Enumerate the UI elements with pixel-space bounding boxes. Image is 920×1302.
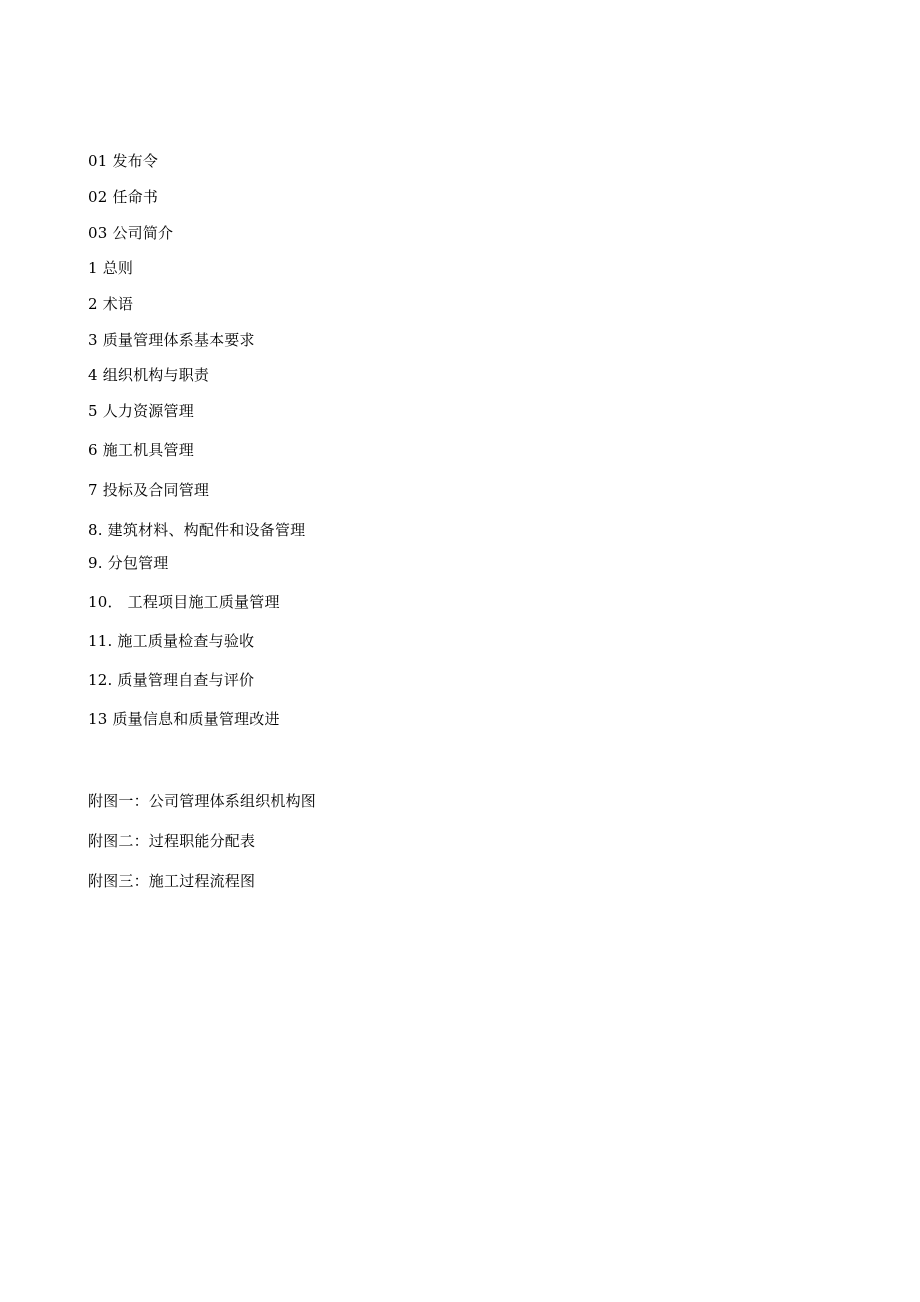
appendix-item-process-flow: 附图三：施工过程流程图: [88, 872, 256, 890]
toc-item-machinery: 6 施工机具管理: [88, 441, 194, 459]
appendix-item-org-chart: 附图一：公司管理体系组织机构图: [88, 792, 317, 810]
toc-item-company-profile: 03 公司简介: [88, 224, 174, 242]
toc-item-organization: 4 组织机构与职责: [88, 366, 210, 384]
toc-item-project-quality: 10． 工程项目施工质量管理: [88, 593, 280, 611]
toc-item-qms-requirements: 3 质量管理体系基本要求: [88, 331, 255, 349]
toc-item-appointment-letter: 02 任命书: [88, 188, 159, 206]
toc-item-terminology: 2 术语: [88, 295, 134, 313]
toc-item-human-resources: 5 人力资源管理: [88, 402, 194, 420]
toc-item-self-evaluation: 12. 质量管理自查与评价: [88, 671, 255, 689]
toc-item-bidding-contracts: 7 投标及合同管理: [88, 481, 210, 499]
appendix-item-function-table: 附图二：过程职能分配表: [88, 832, 256, 850]
toc-item-release-order: 01 发布令: [88, 152, 159, 170]
toc-item-general-provisions: 1 总则: [88, 259, 134, 277]
toc-item-inspection: 11. 施工质量检查与验收: [88, 632, 255, 650]
toc-item-subcontracting: 9. 分包管理: [88, 554, 169, 572]
toc-item-materials: 8. 建筑材料、构配件和设备管理: [88, 521, 306, 539]
toc-item-quality-improvement: 13 质量信息和质量管理改进: [88, 710, 280, 728]
